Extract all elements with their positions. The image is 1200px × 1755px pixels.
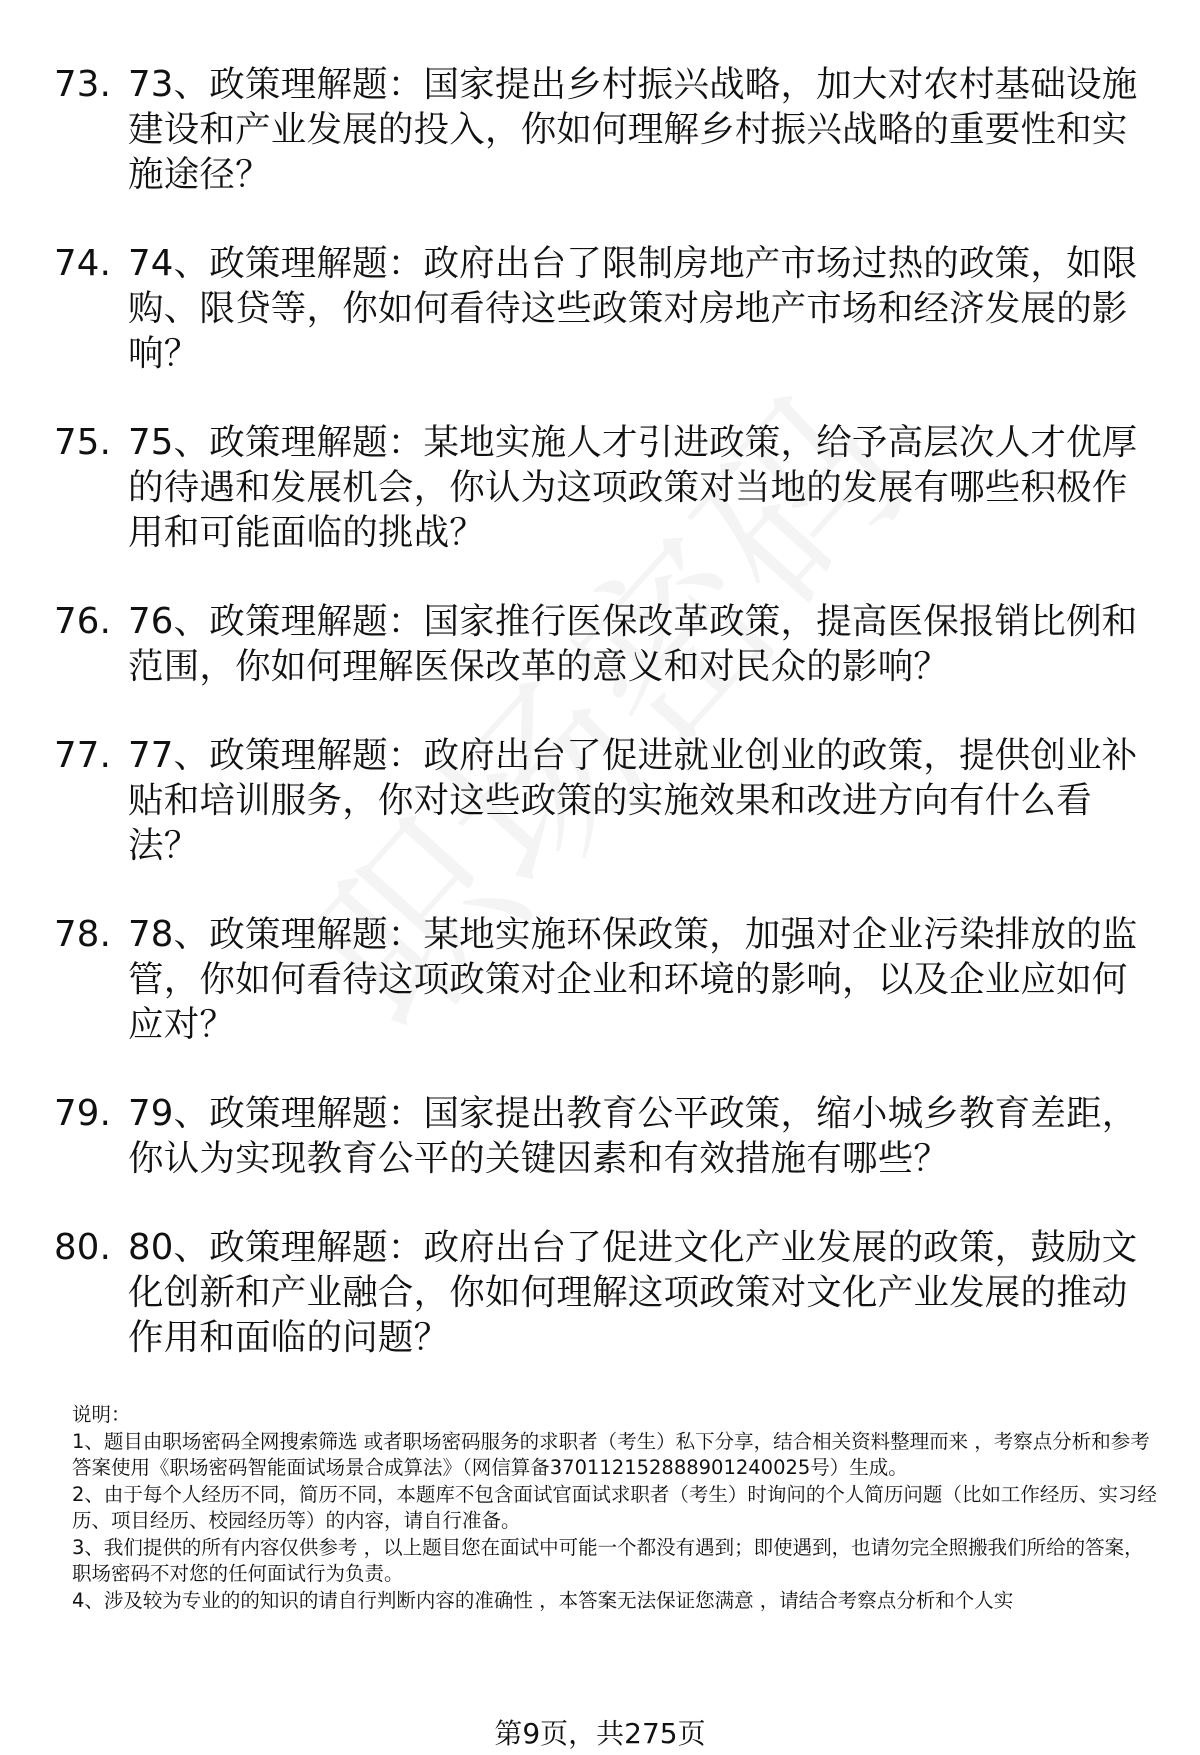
page-number: 第9页，共275页 — [494, 1717, 706, 1750]
question-number: 80. — [54, 1227, 112, 1268]
question-text: 76、政策理解题：国家推行医保改革政策，提高医保报销比例和范围，你如何理解医保改革的意义和对民众的影响？ — [128, 601, 1138, 687]
question-text: 74、政策理解题：政府出台了限制房地产市场过热的政策，如限购、限贷等，你如何看待这些政策对房地产市场和经济发展的影响？ — [128, 243, 1138, 374]
question-text: 78、政策理解题：某地实施环保政策，加强对企业污染排放的监管，你如何看待这项政策对企业和环境的影响，以及企业应如何应对？ — [128, 914, 1138, 1045]
question-item — [0, 420, 1200, 555]
question-list — [0, 62, 1200, 1404]
question-item — [0, 241, 1200, 376]
note-item: 1、题目由职场密码全网搜索筛选 或者职场密码服务的求职者（考生）私下分享，结合相关资料整理而来 ，考察点分析和参考答案使用《职场密码智能面试场景合成算法》（网信算备37011215288890124002​5号）生成。 — [72, 1429, 1150, 1479]
question-text: 80、政策理解题：政府出台了促进文化产业发展的政策，鼓励文化创新和产业融合，你如何理解这项政策对文化产业发展的推动作用和面临的问题？ — [128, 1227, 1138, 1358]
question-number: 73. — [54, 64, 112, 105]
question-item — [0, 599, 1200, 689]
question-number: 77. — [54, 735, 112, 776]
notes-section — [72, 1402, 1157, 1614]
question-number: 79. — [54, 1093, 112, 1134]
question-text: 73、政策理解题：国家提出乡村振兴战略，加大对农村基础设施建设和产业发展的投入，你如何理解乡村振兴战略的重要性和实施途径？ — [128, 64, 1138, 195]
question-number: 76. — [54, 601, 112, 642]
question-text: 79、政策理解题：国家提出教育公平政策，缩小城乡教育差距，你认为实现教育公平的关键因素和有效措施有哪些？ — [128, 1093, 1138, 1179]
question-item — [0, 62, 1200, 197]
question-text: 75、政策理解题：某地实施人才引进政策，给予高层次人才优厚的待遇和发展机会，你认为这项政策对当地的发展有哪些积极作用和可能面临的挑战？ — [128, 422, 1138, 553]
note-item: 3、我们提供的所有内容仅供参考 ，以上题目您在面试中可能一个都没有遇到；即使遇到，也请勿完全照搬我们所给的答案，职场密码不对您的任何面试行为负责。 — [72, 1535, 1144, 1585]
note-item: 4、涉及较为专业的的知识的请自行判断内容的准确性 ，本答案无法保证您满意 ，请结合考察点分析和个人实 — [72, 1588, 1014, 1612]
question-number: 75. — [54, 422, 112, 463]
question-item — [0, 1225, 1200, 1360]
note-item: 2、由于每个人经历不同，简历不同，本题库不包含面试官面试求职者（考生）时询问的个人简历问题（比如工作经历、实习经历、项目经历、校园经历等）的内容，请自行准备。 — [72, 1482, 1157, 1532]
question-number: 78. — [54, 914, 112, 955]
question-item — [0, 912, 1200, 1047]
question-text: 77、政策理解题：政府出台了促进就业创业的政策，提供创业补贴和培训服务，你对这些政策的实施效果和改进方向有什么看法？ — [128, 735, 1138, 866]
question-item — [0, 733, 1200, 868]
question-number: 74. — [54, 243, 112, 284]
question-item — [0, 1091, 1200, 1181]
notes-title: 说明： — [72, 1403, 131, 1426]
